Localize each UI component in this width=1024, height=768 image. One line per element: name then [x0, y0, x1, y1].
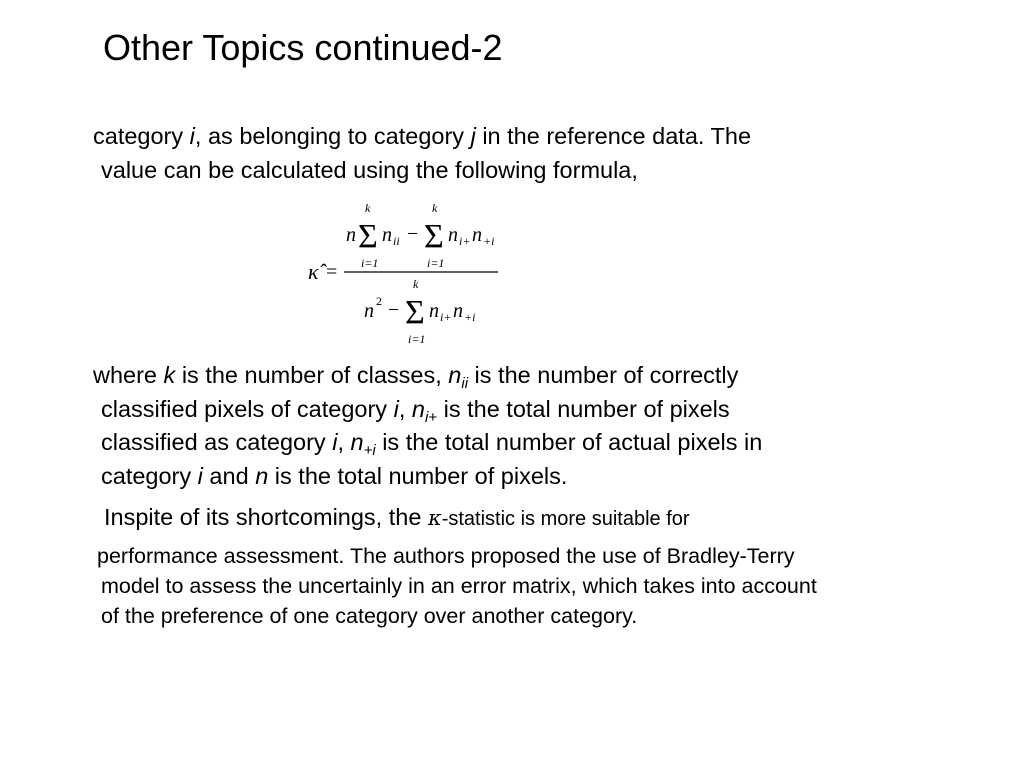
sum3-lower: i=1	[408, 332, 426, 346]
text: Inspite of its shortcomings, the	[104, 504, 428, 530]
sum1-upper: k	[365, 201, 371, 215]
text: classified as category	[101, 429, 333, 455]
paragraph-bradley-terry	[97, 541, 817, 631]
minus-sign: −	[388, 299, 400, 321]
text: -statistic is more suitable for	[441, 508, 690, 530]
paragraph-line	[93, 393, 762, 427]
sum2-upper: k	[432, 201, 438, 215]
variable-i: i	[332, 429, 338, 455]
variable-j: j	[470, 123, 476, 149]
text: , as belonging to category	[194, 123, 471, 149]
paragraph-definitions	[93, 359, 762, 493]
sum3-sigma: Σ	[405, 294, 425, 331]
paragraph-line	[93, 359, 762, 393]
text: category	[101, 462, 198, 489]
paragraph-line	[93, 460, 762, 494]
subscript-iplus: i+	[424, 408, 438, 426]
text: ,	[398, 395, 412, 422]
paragraph-intro	[93, 119, 751, 187]
minus-sign: −	[407, 223, 419, 245]
kappa-symbol: κ	[427, 506, 442, 530]
equals-sign: =	[326, 261, 338, 283]
variable-n: n	[411, 395, 425, 422]
kappa-formula	[300, 195, 510, 355]
variable-i: i	[197, 462, 203, 489]
variable-n: n	[448, 362, 462, 388]
sub-ii: ii	[393, 234, 400, 248]
sub-plusi: +i	[483, 234, 495, 248]
numerator-n-iplus: n	[448, 224, 458, 246]
sub-iplus: i+	[440, 310, 452, 324]
sum1-sigma: Σ	[358, 218, 378, 255]
variable-i: i	[189, 123, 195, 149]
sum2-lower: i=1	[427, 256, 445, 270]
slide-title: Other Topics continued-2	[103, 27, 503, 68]
text: is the total number of actual pixels in	[375, 429, 763, 455]
paragraph-line: model to assess the uncertainly in an error matrix, which takes into account	[101, 574, 817, 598]
numerator-n: n	[346, 224, 356, 246]
text: in the reference data. The	[475, 123, 752, 149]
denominator-n-iplus: n	[429, 300, 439, 322]
denominator-n-plusi: n	[453, 300, 463, 322]
text: ,	[337, 429, 351, 455]
sup-2: 2	[376, 294, 382, 308]
text: and	[202, 462, 256, 489]
sum3-upper: k	[413, 277, 419, 291]
paragraph-line	[93, 119, 751, 153]
sum1-lower: i=1	[361, 256, 379, 270]
text: category	[93, 123, 190, 149]
paragraph-line	[93, 426, 762, 460]
text: is the total number of pixels	[437, 395, 730, 422]
paragraph-line: value can be calculated using the following formula,	[101, 157, 638, 183]
sum2-sigma: Σ	[424, 218, 444, 255]
text: is the number of correctly	[468, 362, 739, 388]
paragraph-line	[104, 500, 690, 536]
text: is the number of classes,	[175, 362, 449, 388]
variable-n: n	[350, 429, 364, 455]
variable-i: i	[393, 395, 399, 422]
variable-n: n	[255, 462, 269, 489]
subscript-plusi: +i	[363, 442, 376, 459]
numerator-n-ii: n	[382, 224, 392, 246]
subscript-ii: ii	[461, 375, 469, 392]
sub-iplus: i+	[459, 234, 471, 248]
numerator-n-plusi: n	[472, 224, 482, 246]
text: where	[93, 362, 164, 388]
paragraph-line: performance assessment. The authors proposed the use of Bradley-Terry	[97, 544, 795, 568]
kappa-hat-symbol: κ̂	[308, 259, 319, 284]
sub-plusi: +i	[464, 310, 476, 324]
paragraph-line: of the preference of one category over another category.	[101, 604, 638, 628]
variable-k: k	[163, 362, 176, 388]
text: is the total number of pixels.	[268, 462, 568, 489]
denominator-n: n	[364, 300, 374, 322]
text: classified pixels of category	[101, 395, 394, 422]
paragraph-kappa-statement	[104, 500, 690, 536]
